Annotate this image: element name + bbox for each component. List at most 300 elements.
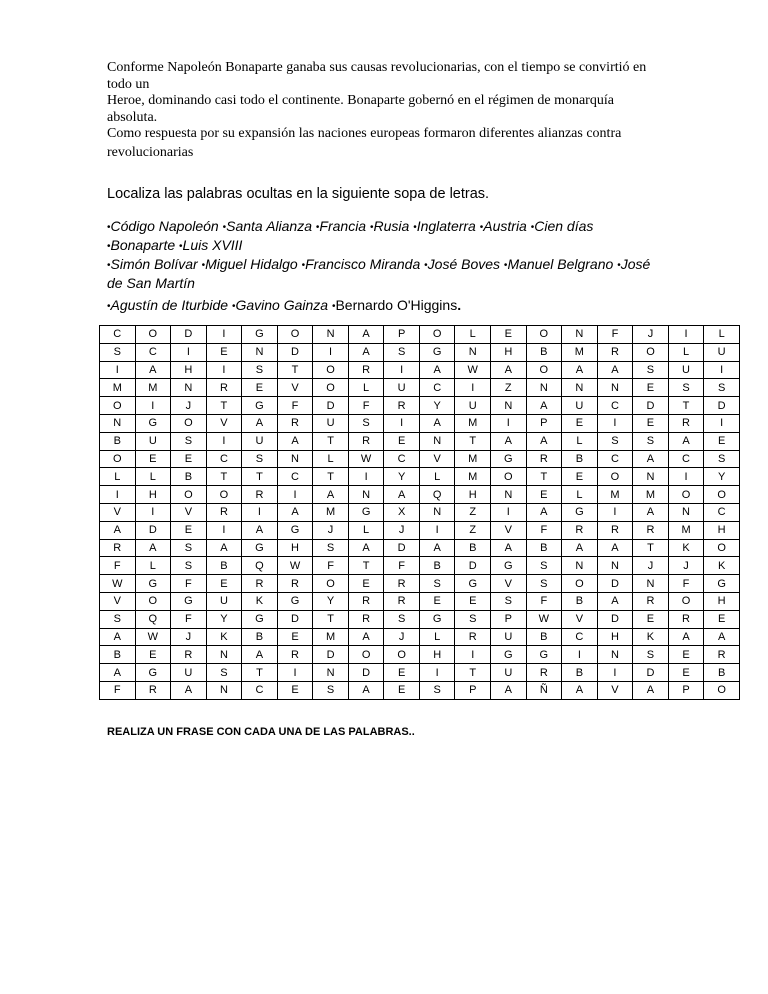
grid-cell: J (384, 628, 420, 646)
grid-cell: A (206, 539, 242, 557)
grid-cell: R (277, 414, 313, 432)
grid-cell: Y (704, 468, 740, 486)
grid-cell: B (704, 664, 740, 682)
grid-cell: S (171, 539, 207, 557)
grid-cell: R (171, 646, 207, 664)
grid-row (100, 414, 740, 432)
grid-row (100, 664, 740, 682)
grid-cell: E (135, 646, 171, 664)
grid-cell: M (562, 343, 598, 361)
grid-cell: A (277, 503, 313, 521)
grid-cell: V (491, 575, 527, 593)
grid-cell: A (562, 681, 598, 699)
grid-cell: S (526, 575, 562, 593)
grid-cell: E (171, 521, 207, 539)
grid-cell: E (277, 681, 313, 699)
grid-cell: I (206, 326, 242, 344)
grid-cell: R (242, 575, 278, 593)
grid-row (100, 379, 740, 397)
grid-cell: U (704, 343, 740, 361)
grid-cell: L (419, 468, 455, 486)
grid-cell: D (313, 397, 349, 415)
grid-cell: E (277, 628, 313, 646)
grid-cell: K (704, 557, 740, 575)
grid-cell: X (384, 503, 420, 521)
grid-cell: O (100, 450, 136, 468)
intro-line: Heroe, dominando casi todo el continente. Bonaparte gobernó en el régimen de monarquía absoluta. (107, 93, 614, 125)
grid-cell: O (171, 414, 207, 432)
grid-cell: O (668, 486, 704, 504)
grid-cell: B (562, 592, 598, 610)
grid-cell: A (242, 521, 278, 539)
word-line-2: •Bonaparte •Luis XVIII (107, 237, 243, 253)
grid-cell: F (668, 575, 704, 593)
grid-cell: R (668, 414, 704, 432)
grid-cell: Q (135, 610, 171, 628)
grid-cell: A (668, 432, 704, 450)
grid-cell: V (100, 503, 136, 521)
grid-cell: S (455, 610, 491, 628)
grid-cell: R (348, 361, 384, 379)
grid-cell: W (277, 557, 313, 575)
grid-cell: E (206, 575, 242, 593)
word-list (107, 218, 667, 316)
word-item: Bonaparte (110, 237, 176, 253)
grid-cell: V (277, 379, 313, 397)
grid-cell: E (384, 432, 420, 450)
grid-cell: M (135, 379, 171, 397)
grid-row (100, 575, 740, 593)
grid-cell: B (526, 539, 562, 557)
grid-cell: S (171, 432, 207, 450)
grid-cell: A (526, 397, 562, 415)
grid-cell: G (704, 575, 740, 593)
grid-row (100, 628, 740, 646)
grid-cell: U (171, 664, 207, 682)
grid-cell: N (206, 681, 242, 699)
grid-cell: P (526, 414, 562, 432)
word-item: Cien días (534, 218, 594, 234)
grid-cell: I (100, 361, 136, 379)
grid-cell: F (348, 397, 384, 415)
grid-cell: R (704, 646, 740, 664)
grid-cell: T (455, 432, 491, 450)
grid-cell: I (704, 361, 740, 379)
grid-cell: K (206, 628, 242, 646)
grid-cell: O (526, 361, 562, 379)
grid-cell: E (668, 664, 704, 682)
grid-row (100, 486, 740, 504)
grid-row (100, 592, 740, 610)
grid-cell: C (384, 450, 420, 468)
grid-cell: N (562, 326, 598, 344)
grid-cell: C (668, 450, 704, 468)
grid-cell: R (455, 628, 491, 646)
grid-cell: R (135, 681, 171, 699)
grid-cell: B (562, 450, 598, 468)
grid-cell: E (348, 575, 384, 593)
grid-cell: I (206, 432, 242, 450)
grid-cell: S (526, 557, 562, 575)
grid-cell: G (419, 343, 455, 361)
grid-cell: N (419, 432, 455, 450)
grid-cell: C (206, 450, 242, 468)
grid-cell: S (348, 414, 384, 432)
grid-row (100, 432, 740, 450)
grid-cell: K (242, 592, 278, 610)
grid-cell: G (135, 664, 171, 682)
grid-cell: G (277, 521, 313, 539)
grid-cell: O (419, 326, 455, 344)
grid-cell: I (171, 343, 207, 361)
grid-cell: F (597, 326, 633, 344)
grid-cell: I (313, 343, 349, 361)
grid-cell: N (348, 486, 384, 504)
grid-cell: R (597, 521, 633, 539)
grid-cell: A (419, 414, 455, 432)
grid-cell: E (633, 379, 669, 397)
grid-cell: T (455, 664, 491, 682)
grid-cell: A (100, 521, 136, 539)
grid-cell: J (171, 397, 207, 415)
grid-cell: S (206, 664, 242, 682)
grid-cell: E (668, 646, 704, 664)
grid-cell: E (562, 468, 598, 486)
word-line-3: •Simón Bolívar •Miguel Hidalgo •Francisco Miranda •José Boves •Manuel Belgrano •José de San Martín (107, 256, 651, 291)
grid-cell: N (313, 326, 349, 344)
grid-cell: V (206, 414, 242, 432)
grid-cell: A (384, 486, 420, 504)
grid-cell: D (313, 646, 349, 664)
grid-cell: M (313, 503, 349, 521)
grid-cell: U (242, 432, 278, 450)
grid-cell: G (419, 610, 455, 628)
grid-cell: Z (455, 521, 491, 539)
grid-cell: T (206, 468, 242, 486)
grid-cell: T (242, 468, 278, 486)
grid-cell: O (704, 681, 740, 699)
grid-cell: C (597, 450, 633, 468)
grid-cell: D (171, 326, 207, 344)
grid-cell: V (491, 521, 527, 539)
grid-cell: L (135, 468, 171, 486)
grid-cell: M (633, 486, 669, 504)
grid-cell: E (384, 664, 420, 682)
grid-cell: E (419, 592, 455, 610)
word-item: José Boves (427, 256, 501, 272)
grid-cell: G (526, 646, 562, 664)
word-line-1: •Código Napoleón •Santa Alianza •Francia •Rusia •Inglaterra •Austria •Cien días (107, 218, 594, 234)
grid-cell: J (313, 521, 349, 539)
grid-cell: I (597, 664, 633, 682)
grid-cell: D (455, 557, 491, 575)
grid-cell: P (384, 326, 420, 344)
grid-cell: W (100, 575, 136, 593)
grid-cell: E (562, 414, 598, 432)
grid-cell: N (562, 379, 598, 397)
grid-cell: I (668, 468, 704, 486)
word-item: Francisco Miranda (305, 256, 421, 272)
grid-cell: N (455, 343, 491, 361)
grid-cell: L (100, 468, 136, 486)
grid-cell: G (242, 539, 278, 557)
grid-cell: E (633, 610, 669, 628)
grid-cell: O (704, 539, 740, 557)
grid-cell: D (597, 610, 633, 628)
grid-cell: M (455, 450, 491, 468)
grid-cell: G (348, 503, 384, 521)
grid-cell: Z (491, 379, 527, 397)
grid-cell: R (206, 503, 242, 521)
grid-cell: I (384, 361, 420, 379)
word-item: Simón Bolívar (110, 256, 198, 272)
grid-cell: L (348, 379, 384, 397)
grid-cell: C (100, 326, 136, 344)
grid-cell: L (455, 326, 491, 344)
grid-cell: R (668, 610, 704, 628)
grid-cell: S (419, 681, 455, 699)
grid-cell: E (455, 592, 491, 610)
grid-cell: F (384, 557, 420, 575)
grid-cell: M (100, 379, 136, 397)
grid-cell: A (100, 628, 136, 646)
grid-cell: I (455, 646, 491, 664)
word-item: Francia (319, 218, 367, 234)
grid-cell: A (491, 681, 527, 699)
grid-cell: O (668, 592, 704, 610)
grid-cell: H (419, 646, 455, 664)
grid-cell: A (348, 539, 384, 557)
grid-cell: G (242, 326, 278, 344)
grid-cell: A (135, 539, 171, 557)
grid-cell: I (277, 486, 313, 504)
intro-line: Conforme Napoleón Bonaparte ganaba sus causas revolucionarias, con el tiempo se convirtió en (107, 60, 647, 75)
grid-row (100, 681, 740, 699)
grid-cell: A (348, 681, 384, 699)
grid-cell: O (313, 379, 349, 397)
grid-cell: S (242, 450, 278, 468)
grid-cell: U (562, 397, 598, 415)
grid-cell: T (313, 432, 349, 450)
grid-cell: O (597, 468, 633, 486)
grid-cell: R (348, 432, 384, 450)
grid-cell: H (455, 486, 491, 504)
grid-cell: I (491, 503, 527, 521)
grid-cell: B (526, 628, 562, 646)
grid-cell: O (348, 646, 384, 664)
grid-cell: N (313, 664, 349, 682)
grid-cell: O (171, 486, 207, 504)
grid-cell: F (526, 592, 562, 610)
grid-cell: A (526, 503, 562, 521)
intro-line: todo un (107, 76, 150, 92)
footer-instruction: REALIZA UN FRASE CON CADA UNA DE LAS PALABRAS.. (107, 726, 415, 738)
grid-cell: H (597, 628, 633, 646)
grid-cell: N (491, 397, 527, 415)
grid-cell: L (135, 557, 171, 575)
grid-cell: E (704, 432, 740, 450)
grid-cell: A (633, 450, 669, 468)
grid-cell: C (562, 628, 598, 646)
grid-cell: I (597, 414, 633, 432)
grid-cell: V (597, 681, 633, 699)
grid-cell: O (135, 592, 171, 610)
grid-cell: Y (384, 468, 420, 486)
word-item: Santa Alianza (226, 218, 312, 234)
grid-cell: U (135, 432, 171, 450)
grid-row (100, 521, 740, 539)
grid-cell: G (135, 575, 171, 593)
grid-cell: R (633, 521, 669, 539)
grid-cell: E (206, 343, 242, 361)
grid-cell: B (562, 664, 598, 682)
grid-cell: J (633, 326, 669, 344)
grid-cell: G (562, 503, 598, 521)
grid-cell: I (491, 414, 527, 432)
grid-cell: I (348, 468, 384, 486)
grid-cell: F (171, 575, 207, 593)
grid-cell: T (313, 468, 349, 486)
grid-row (100, 450, 740, 468)
grid-cell: I (277, 664, 313, 682)
grid-cell: F (526, 521, 562, 539)
grid-cell: I (562, 646, 598, 664)
word-line-4: •Agustín de Iturbide •Gavino Gainza •Bernardo O'Higgins. (107, 297, 462, 313)
grid-cell: M (668, 521, 704, 539)
grid-cell: O (313, 575, 349, 593)
grid-cell: A (313, 486, 349, 504)
grid-cell: O (277, 326, 313, 344)
grid-cell: S (419, 575, 455, 593)
word-item: Inglaterra (416, 218, 476, 234)
grid-cell: Q (419, 486, 455, 504)
grid-cell: T (526, 468, 562, 486)
grid-cell: O (526, 326, 562, 344)
grid-cell: U (668, 361, 704, 379)
grid-cell: M (597, 486, 633, 504)
grid-cell: G (491, 557, 527, 575)
grid-cell: N (597, 557, 633, 575)
grid-cell: L (668, 343, 704, 361)
grid-cell: B (526, 343, 562, 361)
grid-cell: G (491, 646, 527, 664)
grid-cell: T (668, 397, 704, 415)
grid-cell: A (562, 539, 598, 557)
grid-cell: N (419, 503, 455, 521)
grid-cell: D (277, 343, 313, 361)
grid-cell: F (100, 557, 136, 575)
grid-row (100, 397, 740, 415)
grid-cell: O (633, 343, 669, 361)
grid-cell: A (491, 539, 527, 557)
grid-row (100, 326, 740, 344)
grid-cell: U (384, 379, 420, 397)
grid-cell: D (597, 575, 633, 593)
grid-cell: B (100, 432, 136, 450)
grid-cell: G (455, 575, 491, 593)
grid-cell: J (171, 628, 207, 646)
grid-cell: R (348, 592, 384, 610)
grid-cell: R (597, 343, 633, 361)
grid-cell: I (419, 664, 455, 682)
grid-cell: L (419, 628, 455, 646)
word-item: Miguel Hidalgo (205, 256, 298, 272)
grid-cell: S (384, 610, 420, 628)
grid-cell: R (277, 575, 313, 593)
grid-row (100, 343, 740, 361)
grid-cell: H (704, 521, 740, 539)
grid-cell: T (277, 361, 313, 379)
grid-cell: A (597, 592, 633, 610)
grid-cell: T (206, 397, 242, 415)
word-item: Luis XVIII (182, 237, 243, 253)
grid-row (100, 468, 740, 486)
grid-cell: S (491, 592, 527, 610)
grid-cell: L (313, 450, 349, 468)
grid-cell: O (206, 486, 242, 504)
grid-cell: R (526, 664, 562, 682)
grid-cell: U (491, 628, 527, 646)
grid-cell: R (100, 539, 136, 557)
word-search-grid (99, 325, 740, 700)
grid-cell: U (455, 397, 491, 415)
grid-cell: S (313, 539, 349, 557)
grid-cell: G (242, 610, 278, 628)
grid-cell: H (704, 592, 740, 610)
grid-cell: A (242, 414, 278, 432)
grid-cell: M (455, 468, 491, 486)
grid-cell: Y (419, 397, 455, 415)
grid-cell: N (242, 343, 278, 361)
grid-cell: F (277, 397, 313, 415)
grid-cell: V (171, 503, 207, 521)
grid-cell: B (419, 557, 455, 575)
grid-cell: U (206, 592, 242, 610)
grid-cell: I (135, 503, 171, 521)
grid-cell: I (242, 503, 278, 521)
grid-cell: C (242, 681, 278, 699)
grid-cell: A (668, 628, 704, 646)
grid-cell: H (491, 343, 527, 361)
grid-cell: E (384, 681, 420, 699)
grid-cell: R (384, 397, 420, 415)
word-item: Código Napoleón (110, 218, 219, 234)
grid-cell: A (348, 343, 384, 361)
grid-cell: N (597, 379, 633, 397)
grid-cell: N (633, 468, 669, 486)
grid-cell: N (526, 379, 562, 397)
grid-cell: G (242, 397, 278, 415)
grid-cell: T (313, 610, 349, 628)
grid-cell: W (455, 361, 491, 379)
grid-cell: G (491, 450, 527, 468)
grid-cell: E (526, 486, 562, 504)
grid-row (100, 557, 740, 575)
grid-cell: O (704, 486, 740, 504)
grid-cell: A (562, 361, 598, 379)
grid-cell: U (313, 414, 349, 432)
grid-cell: A (419, 539, 455, 557)
grid-cell: P (455, 681, 491, 699)
grid-cell: R (526, 450, 562, 468)
grid-cell: S (597, 432, 633, 450)
intro-line: revolucionarias (107, 144, 194, 160)
grid-cell: I (668, 326, 704, 344)
grid-cell: I (206, 361, 242, 379)
grid-cell: L (562, 486, 598, 504)
grid-row (100, 361, 740, 379)
grid-cell: A (633, 681, 669, 699)
